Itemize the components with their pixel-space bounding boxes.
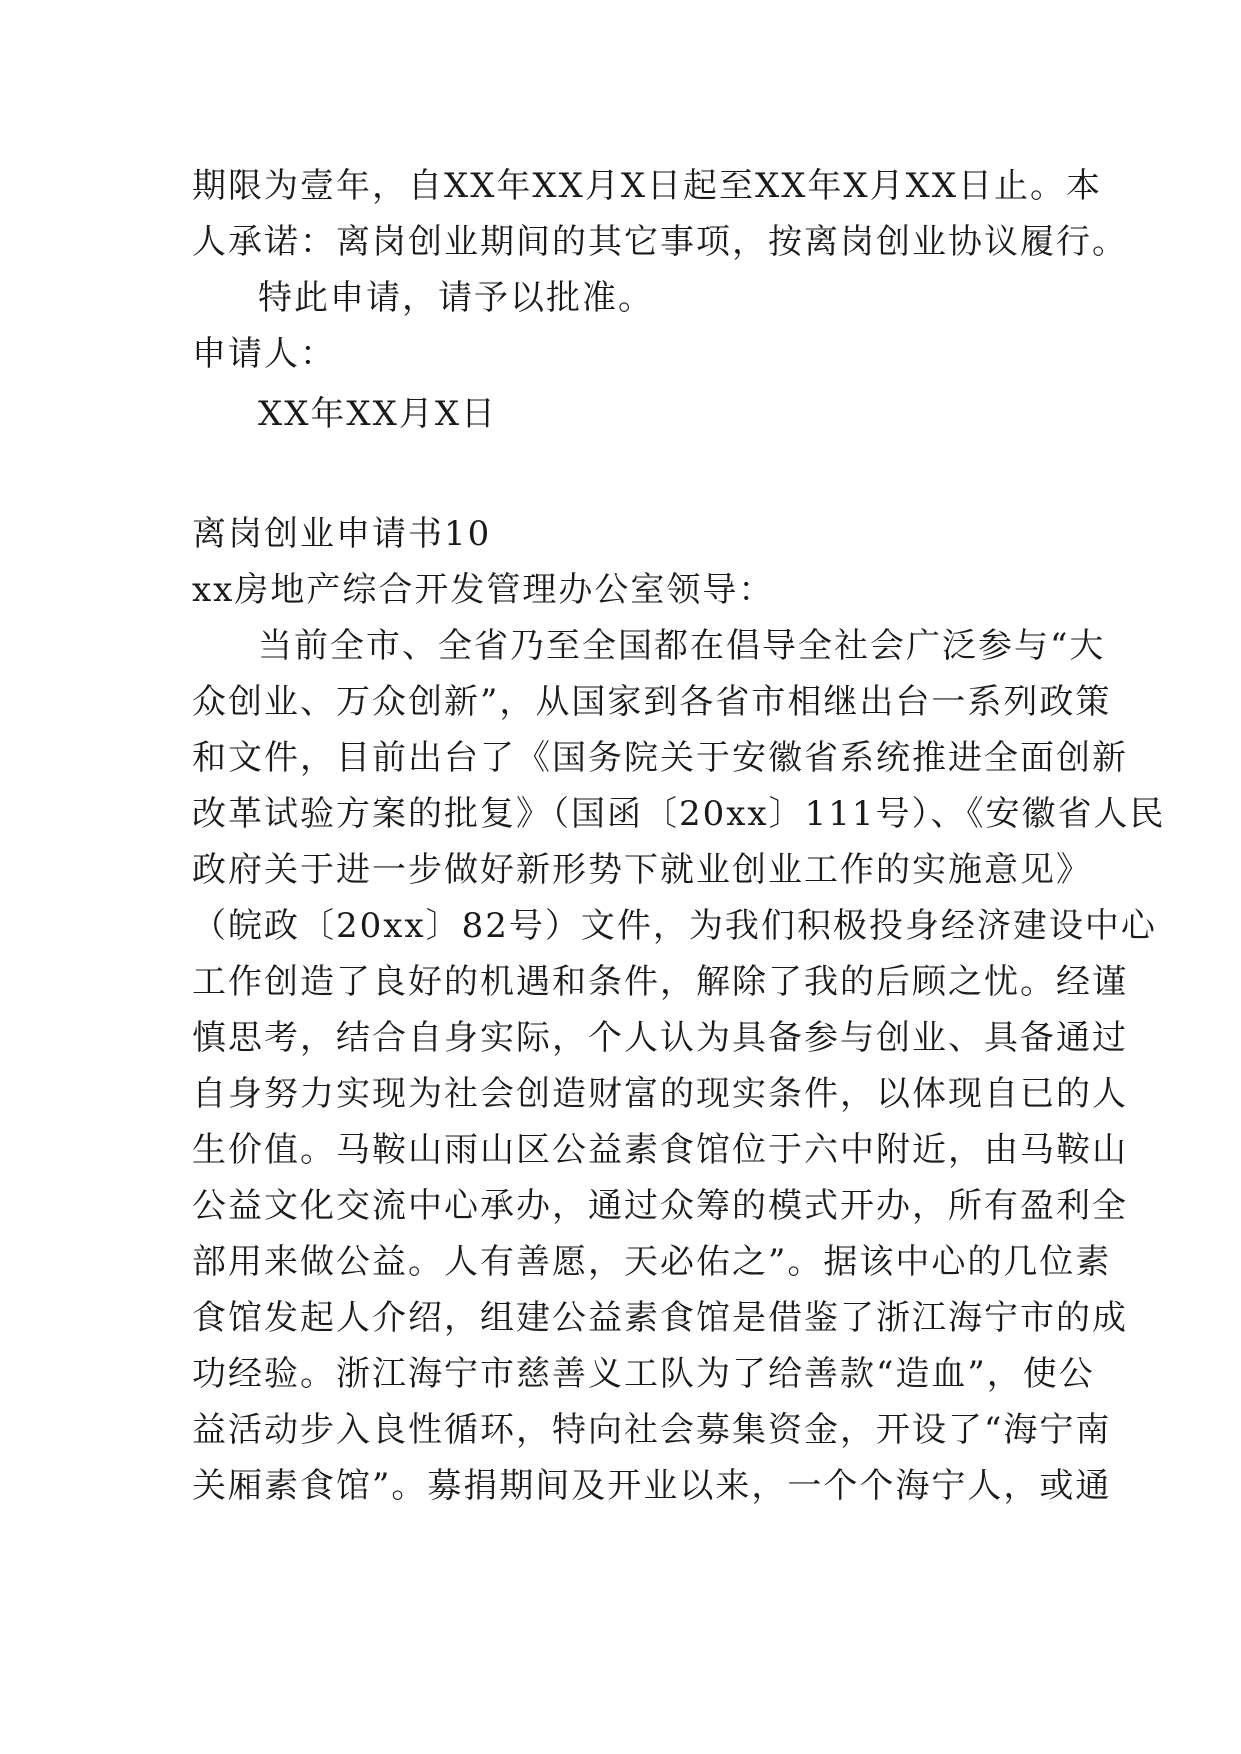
text-line: 政府关于进一步做好新形势下就业创业工作的实施意见》 xyxy=(192,850,1092,890)
text-line: 功经验。浙江海宁市慈善义工队为了给善款“造血”，使公 xyxy=(192,1354,1095,1394)
applicant-label: 申请人： xyxy=(192,334,336,374)
text-line: 工作创造了良好的机遇和条件，解除了我的后顾之忧。经谨 xyxy=(192,962,1128,1002)
section-heading: 离岗创业申请书10 xyxy=(192,514,492,554)
text-line: 众创业、万众创新”，从国家到各省市相继出台一系列政策 xyxy=(192,682,1112,722)
date-line: XX年XX月X日 xyxy=(258,394,498,434)
text-line: 部用来做公益。人有善愿，天必佑之”。据该中心的几位素 xyxy=(192,1242,1112,1282)
text-line: 生价值。马鞍山雨山区公益素食馆位于六中附近，由马鞍山 xyxy=(192,1130,1128,1170)
text-line: 慎思考，结合自身实际，个人认为具备参与创业、具备通过 xyxy=(192,1018,1128,1058)
text-line: （皖政〔20xx〕82号）文件，为我们积极投身经济建设中心 xyxy=(192,906,1157,946)
text-line: 期限为壹年，自XX年XX月X日起至XX年X月XX日止。本 xyxy=(192,166,1103,206)
text-line: 和文件，目前出台了《国务院关于安徽省系统推进全面创新 xyxy=(192,738,1128,778)
text-line: 益活动步入良性循环，特向社会募集资金，开设了“海宁南 xyxy=(192,1410,1112,1450)
text-line: 关厢素食馆”。募捐期间及开业以来，一个个海宁人，或通 xyxy=(192,1466,1112,1506)
text-line: 自身努力实现为社会创造财富的现实条件，以体现自已的人 xyxy=(192,1074,1128,1114)
text-line: 特此申请，请予以批准。 xyxy=(258,278,654,318)
salutation: xx房地产综合开发管理办公室领导： xyxy=(192,570,775,610)
text-line: 改革试验方案的批复》（国函〔20xx〕111号）、《安徽省人民 xyxy=(192,794,1166,834)
text-line: 人承诺：离岗创业期间的其它事项，按离岗创业协议履行。 xyxy=(192,222,1128,262)
text-line: 公益文化交流中心承办，通过众筹的模式开办，所有盈利全 xyxy=(192,1186,1128,1226)
text-line: 当前全市、全省乃至全国都在倡导全社会广泛参与“大 xyxy=(258,626,1106,666)
text-line: 食馆发起人介绍，组建公益素食馆是借鉴了浙江海宁市的成 xyxy=(192,1298,1128,1338)
